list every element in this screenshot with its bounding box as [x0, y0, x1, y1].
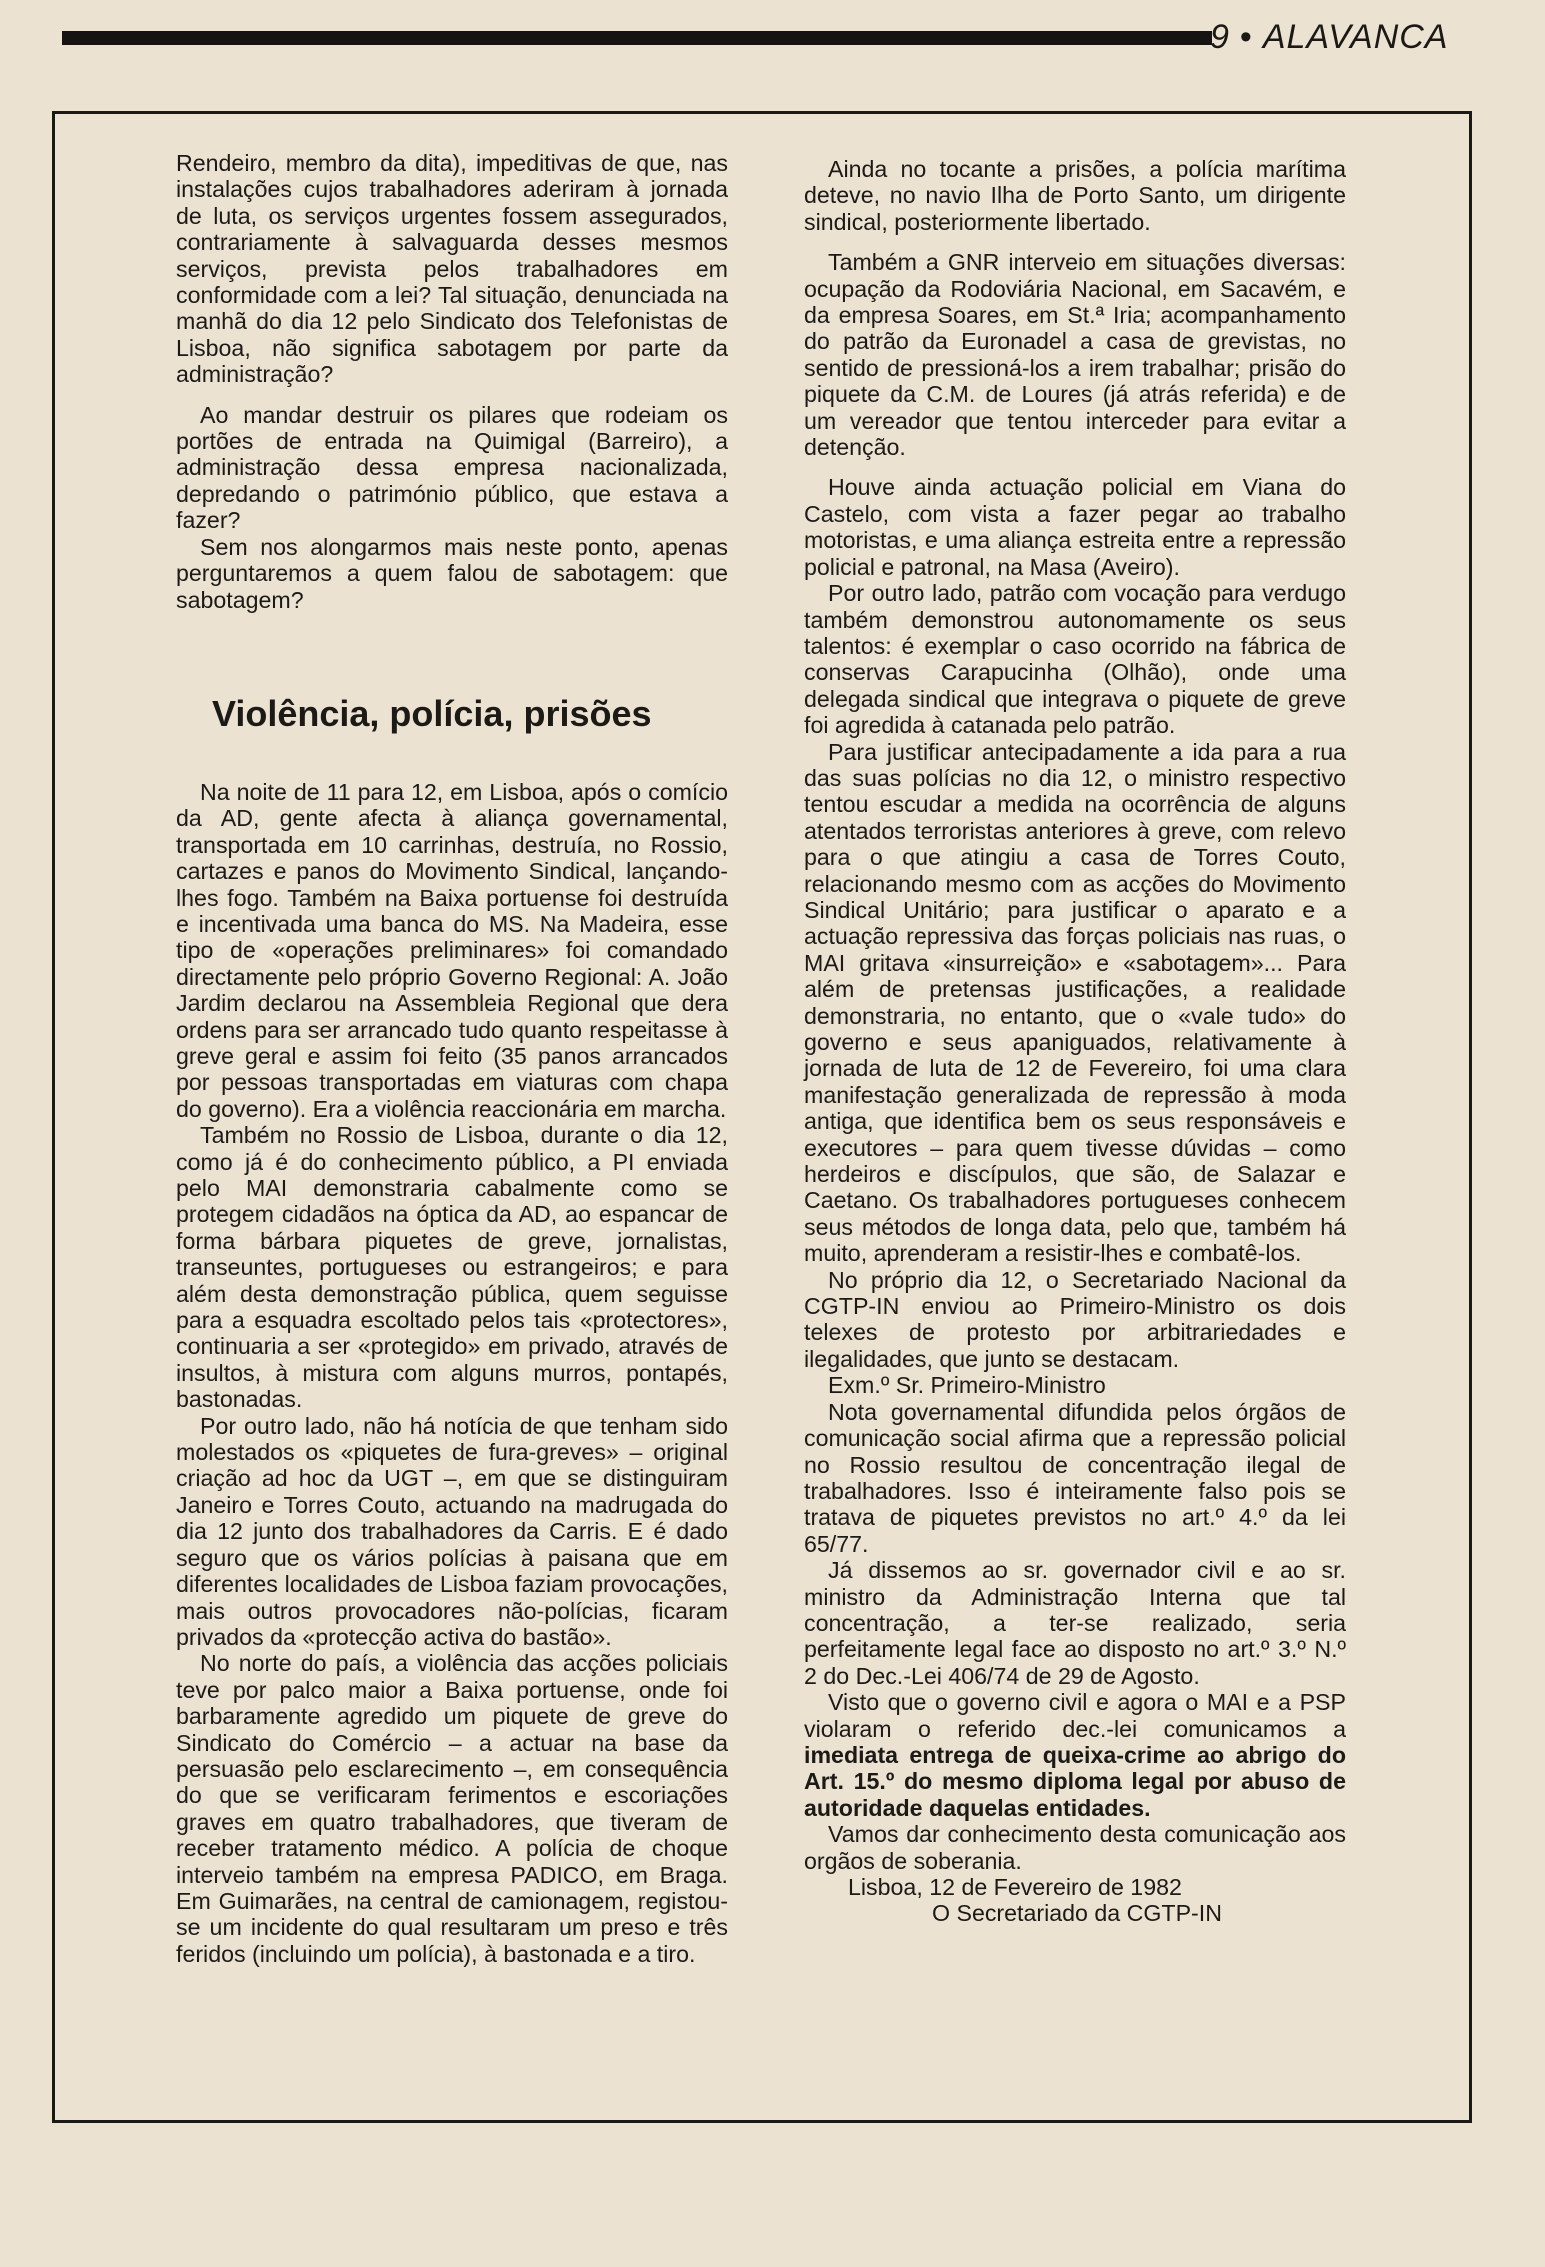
- paragraph: Também no Rossio de Lisboa, durante o dia 12, como já é do conhecimento público, a PI enviada pelo MAI demonstraria cabalmente como se protegem cidadãos na óptica da AD, ao espancar de forma bárbara piquetes de greve, jornalistas, transeuntes, portugueses ou estrangeiros; e para além desta demonstração pública, quem seguisse para a esquadra escoltado pelos tais «protectores», continuaria a ser «protegido» em privado, através de insultos, à mistura com alguns murros, pontapés, bastonadas.: [176, 1122, 728, 1413]
- paragraph: No norte do país, a violência das acções policiais teve por palco maior a Baixa portuense, onde foi barbaramente agredido um piquete de greve do Sindicato do Comércio – a actuar na base da persuasão pelo esclarecimento –, em consequência do que se verificaram ferimentos e escoriações graves em quatro trabalhadores, que tiveram de receber tratamento médico. A polícia de choque interveio também na empresa PADICO, em Braga. Em Guimarães, na central de camionagem, registou-se um incidente do qual resultaram um preso e três feridos (incluindo um polícia), à bastonada e a tiro.: [176, 1650, 728, 1967]
- section-heading: Violência, polícia, prisões: [212, 692, 652, 734]
- telex-bold-text: imediata entrega de queixa-crime ao abrigo do Art. 15.º do mesmo diploma legal por abuso de autoridade daquelas entidades.: [804, 1741, 1346, 1821]
- paragraph: Houve ainda actuação policial em Viana do Castelo, com vista a fazer pegar ao trabalho motoristas, e uma aliança estreita entre a repressão policial e patronal, na Masa (Aveiro).: [804, 474, 1346, 580]
- paragraph: Para justificar antecipadamente a ida para a rua das suas polícias no dia 12, o ministro respectivo tentou escudar a medida na ocorrência de alguns atentados terroristas anteriores à greve, com relevo para o que atingiu a casa de Torres Couto, relacionando mesmo com as acções do Movimento Sindical Unitário; para justificar o aparato e a actuação repressiva das forças policiais nas ruas, o MAI gritava «insurreição» e «sabotagem»... Para além de pretensas justificações, a realidade demonstraria, no entanto, que o «vale tudo» do governo e seus apaniguados, relativamente à jornada de luta de 12 de Fevereiro, foi uma clara manifestação generalizada de repressão à moda antiga, que identifica bem os seus responsáveis e executores – para quem tivesse dúvidas – como herdeiros e discípulos, que são, de Salazar e Caetano. Os trabalhadores portugueses conhecem seus métodos de longa data, pelo que, também há muito, aprenderam a resistir-lhes e combatê-los.: [804, 738, 1346, 1267]
- telex-paragraph: Vamos dar conhecimento desta comunicação aos orgãos de soberania.: [804, 1821, 1346, 1874]
- left-column: [176, 150, 728, 1967]
- paragraph: Por outro lado, patrão com vocação para verdugo também demonstrou autonomamente os seus talentos: é exemplar o caso ocorrido na fábrica de conservas Carapucinha (Olhão), onde uma delegada sindical que integrava o piquete de greve foi agredida à catanada pelo patrão.: [804, 580, 1346, 739]
- right-column: [804, 156, 1346, 1927]
- telex-paragraph: Já dissemos ao sr. governador civil e ao sr. ministro da Administração Interna que tal concentração, a ter-se realizado, seria perfeitamente legal face ao disposto no art.º 3.º N.º 2 do Dec.-Lei 406/74 de 29 de Agosto.: [804, 1557, 1346, 1689]
- page-header: [1210, 18, 1448, 57]
- paragraph: Ainda no tocante a prisões, a polícia marítima deteve, no navio Ilha de Porto Santo, um dirigente sindical, posteriormente libertado.: [804, 156, 1346, 235]
- page-number: 9: [1210, 18, 1230, 56]
- paragraph: Na noite de 11 para 12, em Lisboa, após o comício da AD, gente afecta à aliança governamental, transportada em 10 carrinhas, destruía, no Rossio, cartazes e panos do Movimento Sindical, lançando-lhes fogo. Também na Baixa portuense foi destruída e incentivada uma banca do MS. Na Madeira, esse tipo de «operações preliminares» foi comandado directamente pelo próprio Governo Regional: A. João Jardim declarou na Assembleia Regional que dera ordens para ser arrancado tudo quanto respeitasse à greve geral e assim foi feito (35 panos arrancados por pessoas transportadas em viaturas com chapa do governo). Era a violência reaccionária em marcha.: [176, 778, 728, 1122]
- telex-signature: O Secretariado da CGTP-IN: [932, 1900, 1222, 1927]
- paragraph: Por outro lado, não há notícia de que tenham sido molestados os «piquetes de fura-greves» – original criação ad hoc da UGT –, em que se distinguiram Janeiro e Torres Couto, actuando na madrugada do dia 12 junto dos trabalhadores da Carris. E é dado seguro que os vários polícias à paisana que em diferentes localidades de Lisboa faziam provocações, mais outros provocadores não-polícias, ficaram privados da «protecção activa do bastão».: [176, 1412, 728, 1650]
- paragraph: Rendeiro, membro da dita), impeditivas de que, nas instalações cujos trabalhadores aderiram à jornada de luta, os serviços urgentes fossem assegurados, contrariamente à salvaguarda desses mesmos serviços, prevista pelos trabalhadores em conformidade com a lei? Tal situação, denunciada na manhã do dia 12 pelo Sindicato dos Telefonistas de Lisboa, não significa sabotagem por parte da administração?: [176, 150, 728, 388]
- telex-salutation: Exm.º Sr. Primeiro-Ministro: [828, 1372, 1106, 1399]
- telex-paragraph: [804, 1689, 1346, 1821]
- paragraph: No próprio dia 12, o Secretariado Nacional da CGTP-IN enviou ao Primeiro-Ministro os dois telexes de protesto por arbitrariedades e ilegalidades, que junto se destacam.: [804, 1266, 1346, 1372]
- telex-text: Visto que o governo civil e agora o MAI e a PSP violaram o referido dec.-lei comunicamos a: [804, 1689, 1346, 1742]
- telex-date: Lisboa, 12 de Fevereiro de 1982: [848, 1874, 1182, 1900]
- header-separator: •: [1239, 18, 1253, 56]
- header-rule: [62, 31, 1212, 45]
- paragraph: Ao mandar destruir os pilares que rodeiam os portões de entrada na Quimigal (Barreiro), a administração dessa empresa nacionalizada, depredando o património público, que estava a fazer?: [176, 401, 728, 534]
- telex-paragraph: Nota governamental difundida pelos órgãos de comunicação social afirma que a repressão policial no Rossio resultou de concentração ilegal de trabalhadores. Isso é inteiramente falso pois se tratava de piquetes previstos no art.º 4.º da lei 65/77.: [804, 1398, 1346, 1557]
- publication-title: ALAVANCA: [1262, 18, 1449, 56]
- paragraph: Também a GNR interveio em situações diversas: ocupação da Rodoviária Nacional, em Sacavém, e da empresa Soares, em St.ª Iria; acompanhamento do patrão da Euronadel a casa de grevistas, no sentido de pressioná-los a irem trabalhar; prisão do piquete da C.M. de Loures (já atrás referida) e de um vereador que tentou interceder para evitar a detenção.: [804, 249, 1346, 461]
- paragraph: Sem nos alongarmos mais neste ponto, apenas perguntaremos a quem falou de sabotagem: que sabotagem?: [176, 533, 728, 613]
